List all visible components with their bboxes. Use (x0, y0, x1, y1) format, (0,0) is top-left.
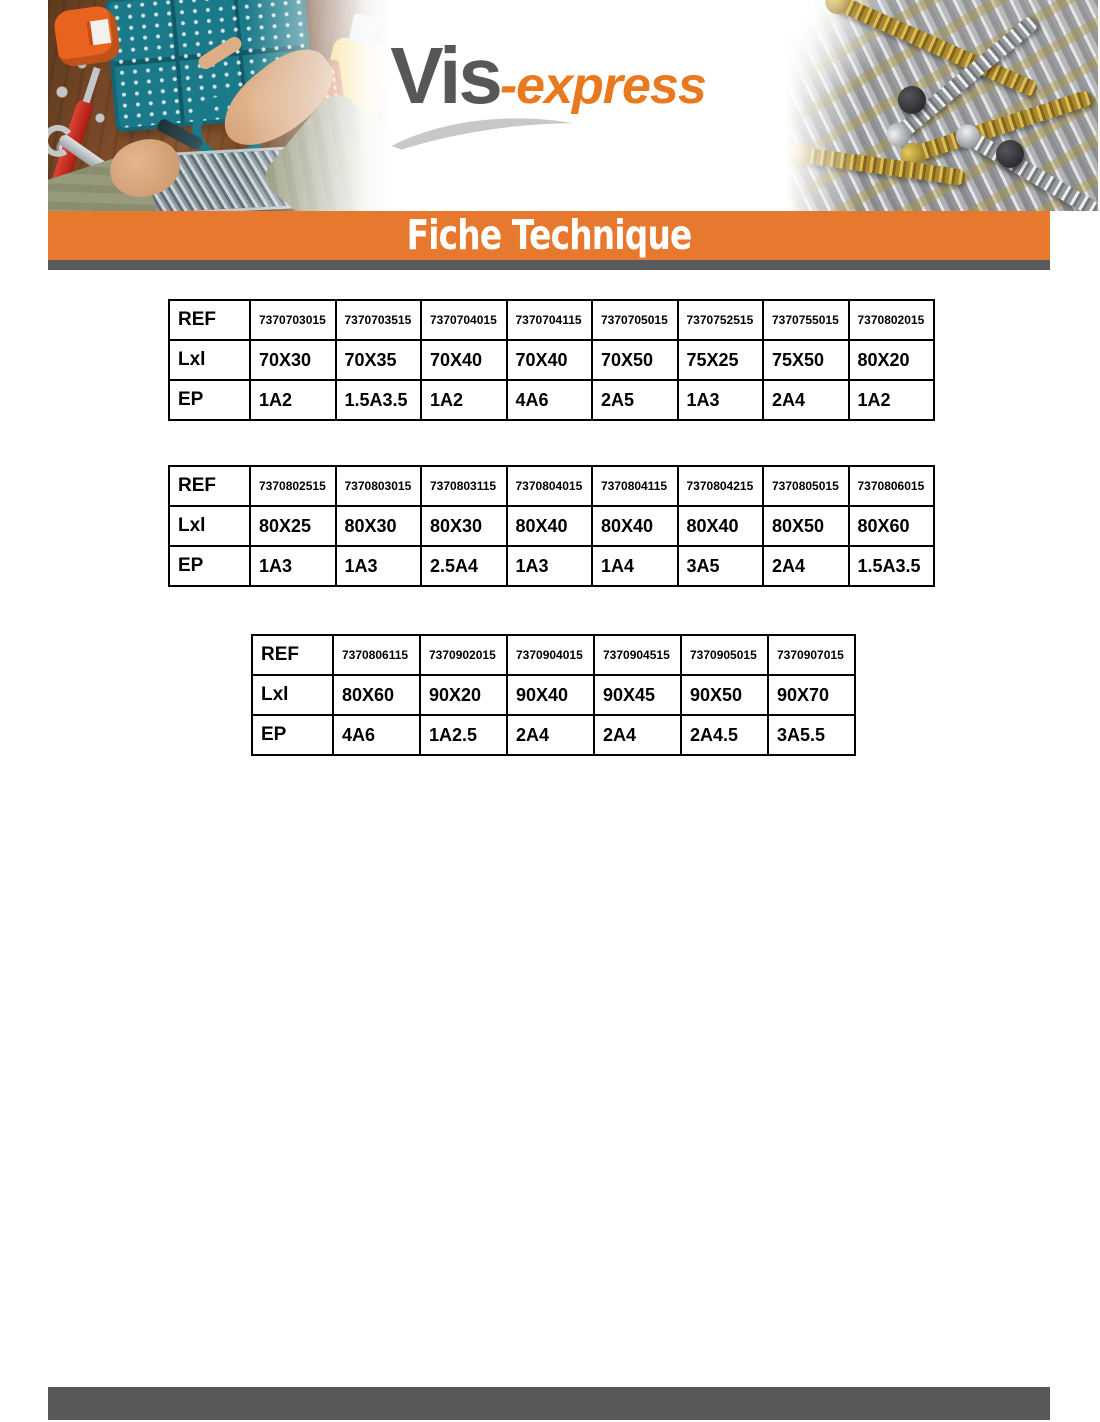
logo-wordmark (378, 31, 718, 120)
dim-cell: 75X25 (678, 340, 764, 380)
table-row (169, 546, 934, 586)
dim-cell: 90X70 (768, 675, 855, 715)
ref-cell: 7370752515 (678, 300, 764, 340)
ref-cell: 7370804015 (507, 466, 593, 506)
dim-cell: 90X50 (681, 675, 768, 715)
ep-cell: 1A2 (421, 380, 507, 420)
table-row (169, 466, 934, 506)
ep-cell: 1A2 (849, 380, 935, 420)
ep-cell: 2.5A4 (421, 546, 507, 586)
dim-cell: 80X40 (507, 506, 593, 546)
ep-cell: 2A4 (594, 715, 681, 755)
ref-cell: 7370805015 (763, 466, 849, 506)
ep-cell: 2A4 (763, 546, 849, 586)
page-title: Fiche Technique (406, 211, 692, 259)
dim-cell: 70X30 (250, 340, 336, 380)
row-label: EP (252, 715, 333, 755)
spec-table-1 (168, 299, 935, 421)
dim-cell: 80X50 (763, 506, 849, 546)
ref-cell: 7370755015 (763, 300, 849, 340)
ref-cell: 7370703015 (250, 300, 336, 340)
ref-cell: 7370803015 (336, 466, 422, 506)
dim-cell: 90X20 (420, 675, 507, 715)
ep-cell: 4A6 (333, 715, 420, 755)
logo-text-primary: Vis (390, 31, 500, 120)
ref-cell: 7370802515 (250, 466, 336, 506)
row-label: Lxl (252, 675, 333, 715)
dim-cell: 70X40 (421, 340, 507, 380)
screws-photo (786, 0, 1098, 211)
ref-cell: 7370704115 (507, 300, 593, 340)
spec-table-3 (251, 634, 856, 756)
brand-logo (378, 31, 718, 186)
table-row (252, 715, 855, 755)
ep-cell: 2A5 (592, 380, 678, 420)
row-label: EP (169, 380, 250, 420)
row-label: Lxl (169, 340, 250, 380)
title-banner (48, 211, 1050, 260)
row-label: REF (169, 466, 250, 506)
ref-cell: 7370704015 (421, 300, 507, 340)
ep-cell: 1A2.5 (420, 715, 507, 755)
spec-table-2 (168, 465, 935, 587)
ep-cell: 1A4 (592, 546, 678, 586)
dim-cell: 70X40 (507, 340, 593, 380)
dim-cell: 70X50 (592, 340, 678, 380)
dim-cell: 90X45 (594, 675, 681, 715)
table-row (169, 300, 934, 340)
table-row (169, 506, 934, 546)
header (48, 0, 1050, 211)
table-row (169, 340, 934, 380)
ep-cell: 1.5A3.5 (849, 546, 935, 586)
ref-cell: 7370804215 (678, 466, 764, 506)
row-label: Lxl (169, 506, 250, 546)
row-label: REF (252, 635, 333, 675)
table-row (252, 635, 855, 675)
ref-cell: 7370904015 (507, 635, 594, 675)
workbench-photo (48, 0, 390, 211)
photo-fade-overlay (48, 0, 390, 211)
table-row (169, 380, 934, 420)
ref-cell: 7370802015 (849, 300, 935, 340)
dim-cell: 75X50 (763, 340, 849, 380)
footer-bar (48, 1387, 1050, 1420)
dim-cell: 80X30 (336, 506, 422, 546)
dim-cell: 80X20 (849, 340, 935, 380)
ref-cell: 7370703515 (336, 300, 422, 340)
row-label: EP (169, 546, 250, 586)
logo-text-secondary: -express (499, 57, 706, 115)
ep-cell: 1A3 (678, 380, 764, 420)
dim-cell: 90X40 (507, 675, 594, 715)
dim-cell: 70X35 (336, 340, 422, 380)
ref-cell: 7370904515 (594, 635, 681, 675)
ref-cell: 7370705015 (592, 300, 678, 340)
ref-cell: 7370804115 (592, 466, 678, 506)
ep-cell: 1A2 (250, 380, 336, 420)
ep-cell: 1.5A3.5 (336, 380, 422, 420)
ep-cell: 1A3 (336, 546, 422, 586)
photo-fade-overlay (786, 0, 1098, 211)
ep-cell: 4A6 (507, 380, 593, 420)
dim-cell: 80X25 (250, 506, 336, 546)
dim-cell: 80X60 (849, 506, 935, 546)
ep-cell: 1A3 (507, 546, 593, 586)
dim-cell: 80X30 (421, 506, 507, 546)
ep-cell: 2A4.5 (681, 715, 768, 755)
divider-bar (48, 260, 1050, 270)
ep-cell: 3A5 (678, 546, 764, 586)
ref-cell: 7370907015 (768, 635, 855, 675)
table-row (252, 675, 855, 715)
dim-cell: 80X60 (333, 675, 420, 715)
ref-cell: 7370902015 (420, 635, 507, 675)
ep-cell: 2A4 (507, 715, 594, 755)
row-label: REF (169, 300, 250, 340)
ep-cell: 2A4 (763, 380, 849, 420)
dim-cell: 80X40 (678, 506, 764, 546)
ref-cell: 7370806015 (849, 466, 935, 506)
dim-cell: 80X40 (592, 506, 678, 546)
ref-cell: 7370905015 (681, 635, 768, 675)
ref-cell: 7370806115 (333, 635, 420, 675)
ep-cell: 3A5.5 (768, 715, 855, 755)
ref-cell: 7370803115 (421, 466, 507, 506)
ep-cell: 1A3 (250, 546, 336, 586)
